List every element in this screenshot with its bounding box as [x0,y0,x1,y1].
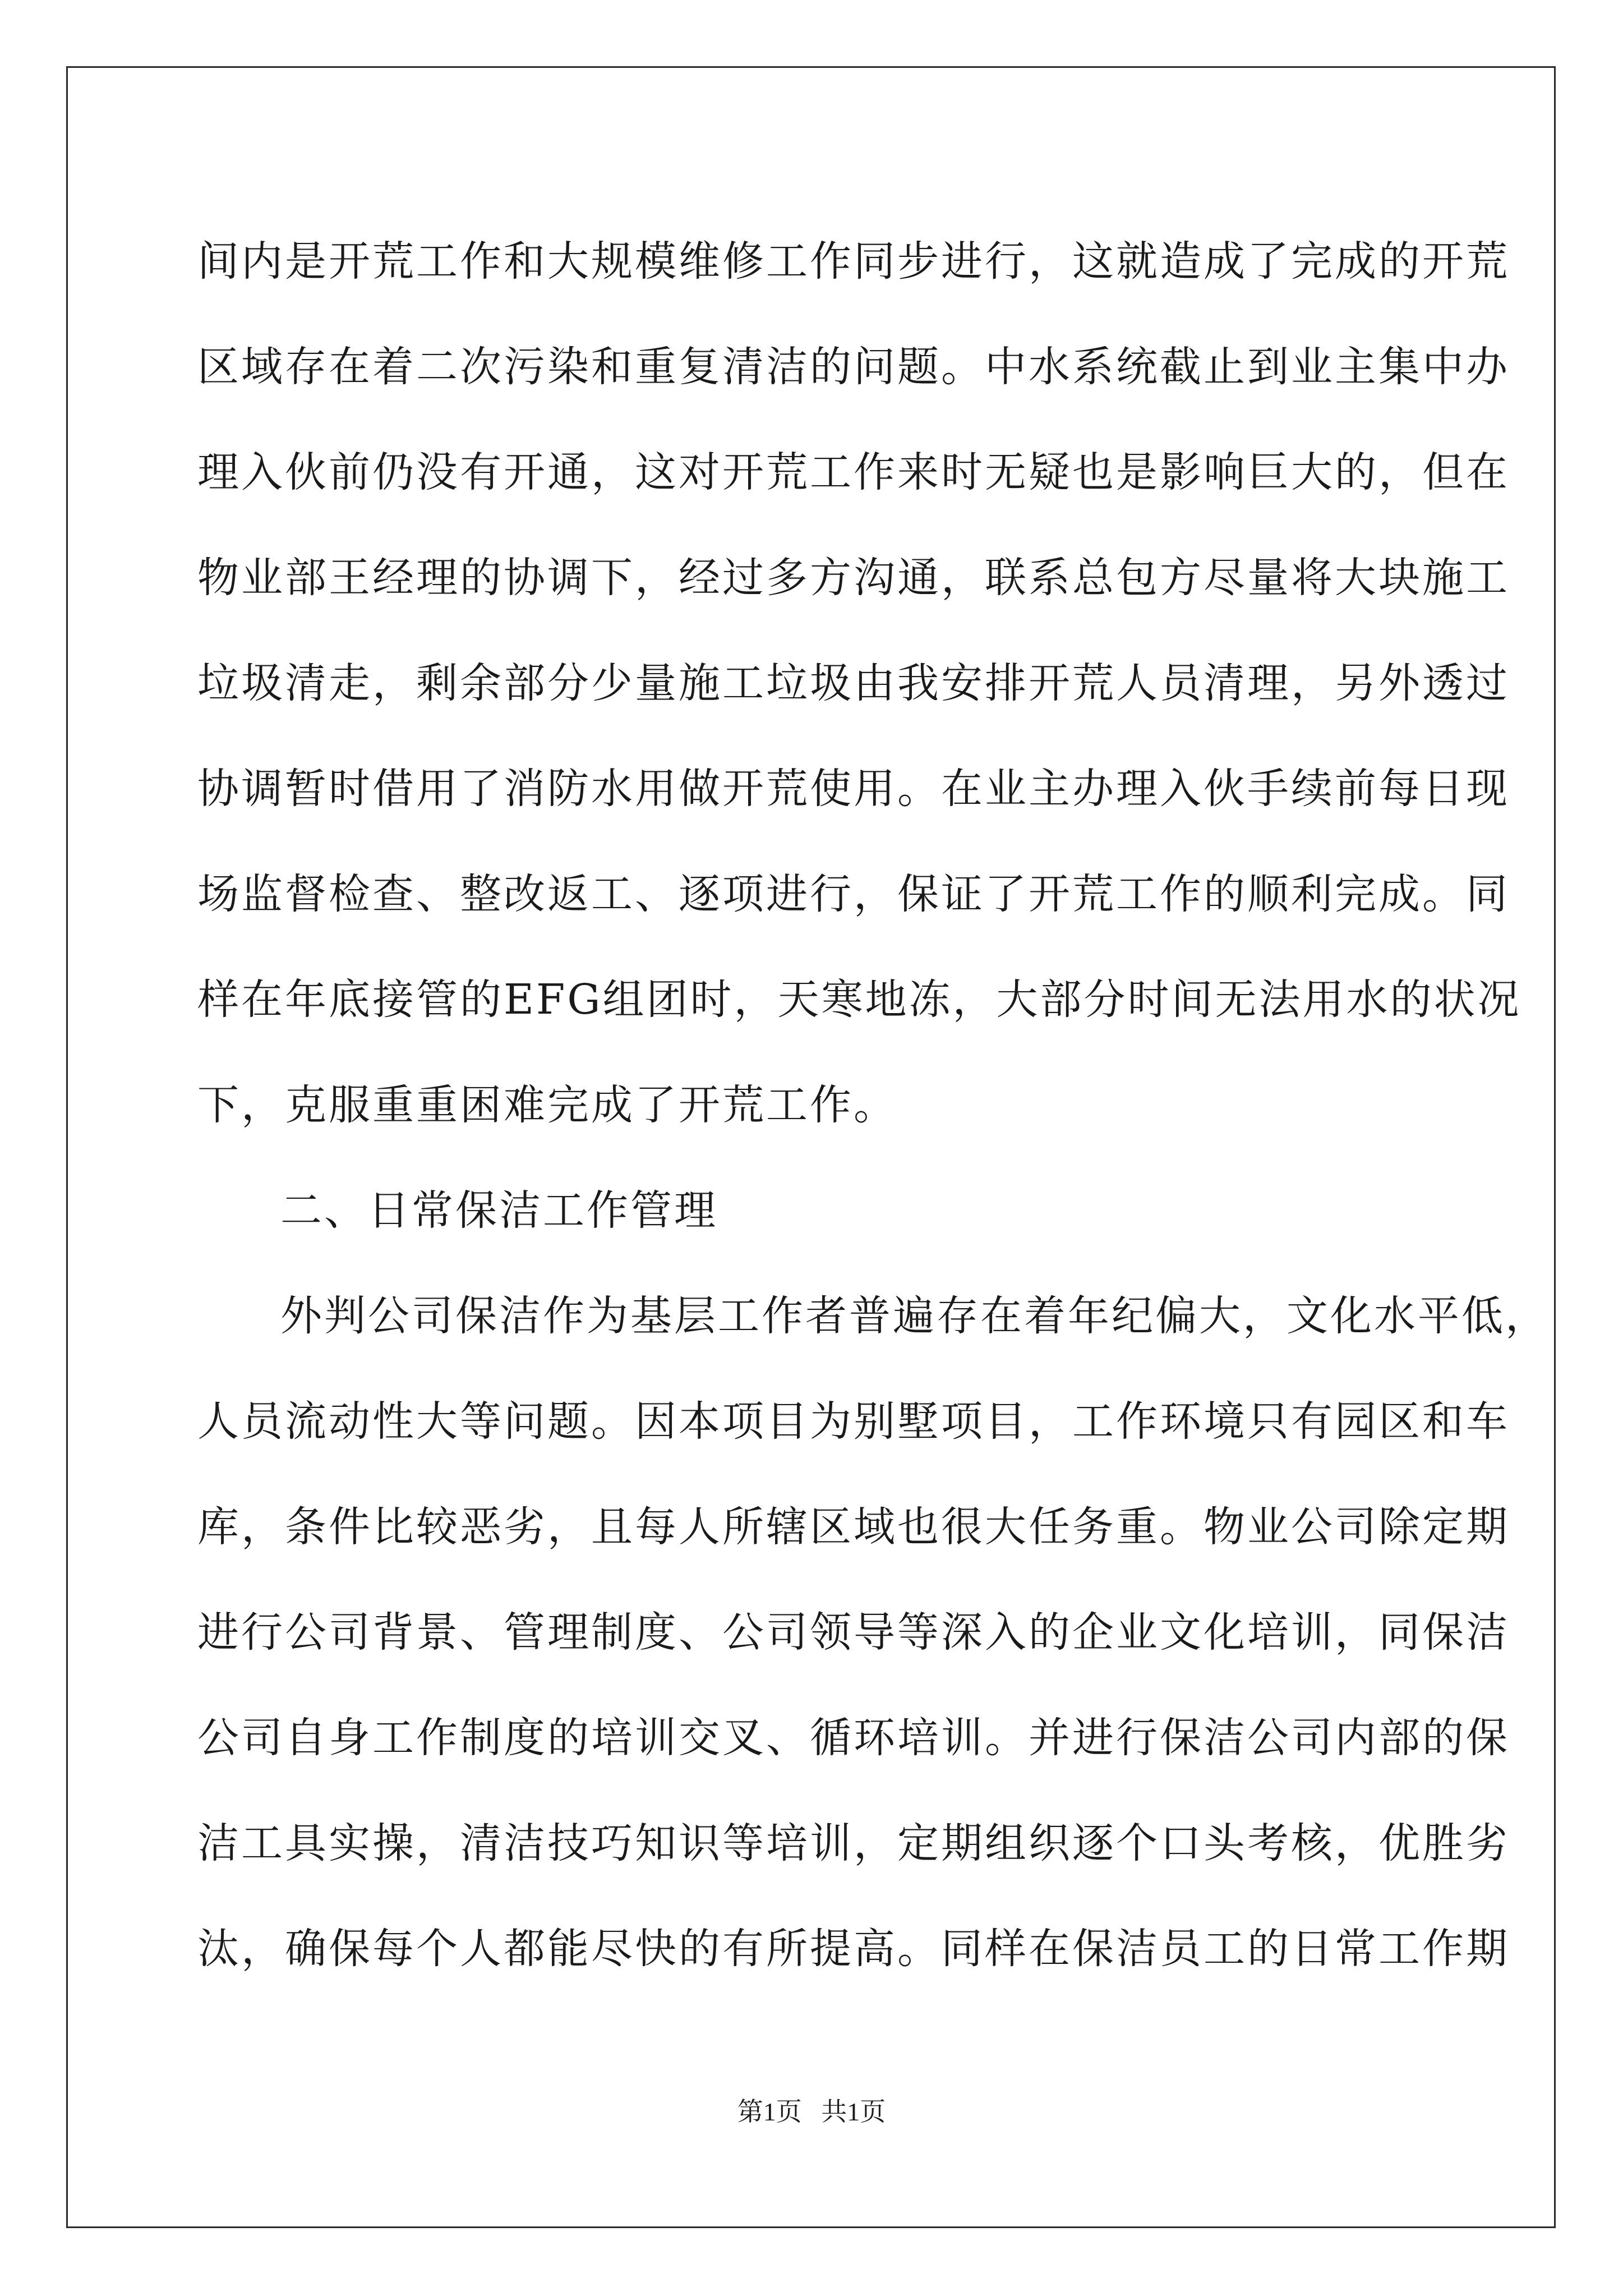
section-heading: 二、日常保洁工作管理 [280,1186,718,1235]
body-line: 协调暂时借用了消防水用做开荒使用。在业主办理入伙手续前每日现 [197,765,1510,813]
body-line: 区域存在着二次污染和重复清洁的问题。中水系统截止到业主集中办 [197,343,1510,391]
body-line: 汰，确保每个人都能尽快的有所提高。同样在保洁员工的日常工作期 [197,1925,1510,1973]
body-line: 公司自身工作制度的培训交叉、循环培训。并进行保洁公司内部的保 [197,1714,1510,1762]
body-line: 库，条件比较恶劣，且每人所辖区域也很大任务重。物业公司除定期 [197,1503,1510,1551]
body-line: 进行公司背景、管理制度、公司领导等深入的企业文化培训，同保洁 [197,1608,1510,1657]
body-line: 人员流动性大等问题。因本项目为别墅项目，工作环境只有园区和车 [197,1397,1510,1446]
body-line: 样在年底接管的EFG组团时，天寒地冻，大部分时间无法用水的状况 [197,976,1521,1024]
document-body [197,209,1549,2001]
body-line: 外判公司保洁作为基层工作者普遍存在着年纪偏大，文化水平低， [280,1292,1549,1340]
body-line: 物业部王经理的协调下，经过多方沟通，联系总包方尽量将大块施工 [197,554,1510,602]
body-line: 洁工具实操，清洁技巧知识等培训，定期组织逐个口头考核，优胜劣 [197,1819,1510,1867]
body-line: 垃圾清走，剩余部分少量施工垃圾由我安排开荒人员清理，另外透过 [197,659,1510,707]
body-line: 理入伙前仍没有开通，这对开荒工作来时无疑也是影响巨大的，但在 [197,448,1510,496]
body-line: 场监督检查、整改返工、逐项进行，保证了开荒工作的顺利完成。同 [197,870,1510,918]
page-number-footer: 第1页 共1页 [737,2097,886,2126]
body-line: 间内是开荒工作和大规模维修工作同步进行，这就造成了完成的开荒 [197,237,1510,286]
body-line: 下，克服重重困难完成了开荒工作。 [197,1081,897,1129]
